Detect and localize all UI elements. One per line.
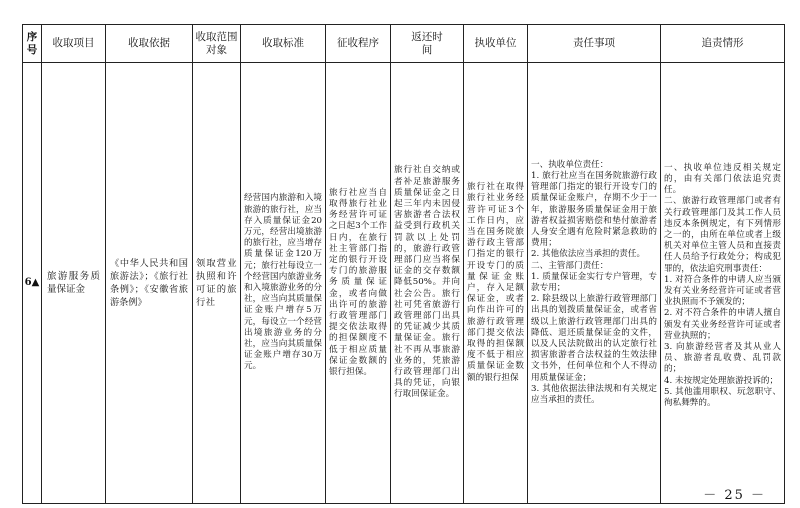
duty-text: 一、执收单位责任： 1. 旅行社应当在国务院旅游行政管理部门指定的银行开设专门的质量保证金账户，存期不少于一年，旅游服务质量保证金用于旅游者权益损害赔偿和垫付旅游者人身安全遇有危险时紧急救助的费用； 2. 其他依法应当承担的责任。 二、主管部门责任： 1. 质量保证金实行专户管理，专款专用； 2. 除县级以上旅游行政管理部门出具的划拨质量保证金，或者省级以上旅游行政管理部门出具的降低、退还质量保证金的文件，以及人民法院做出的认定旅行社损害旅游者合法权益的生效法律文书外，任何单位和个人不得动用质量保证金； 3. 其他依据法律法规和有关规定应当承担的责任。 [531,159,657,406]
accountability-text: 一、执收单位违反相关规定的，由有关部门依法追究责任。 二、旅游行政管理部门或者有关行政管理部门及其工作人员违反本条例规定，有下列情形之一的，由所在单位或者上级机关对单位主管人员和直接责任人员给予行政处分；构成犯罪的，依法追究刑事责任： 1. 对符合条件的申请人应当颁发有关业务经营许可证或者营业执照而不予颁发的； 2. 对不符合条件的申请人擅自颁发有关业务经营许可证或者营业执照的； 3. 向旅游经营者及其从业人员、旅游者乱收费、乱罚款的； 4. 未按规定处理旅游投诉的； 5. 其他滥用职权、玩忽职守、徇私舞弊的。 [664,162,781,409]
unit-text: 旅行社在取得旅行社业务经营许可证3个工作日内，应当在国务院旅游行政主管部门指定的银行开设专门的质量保证金账户，存入足额保证金，或者向作出许可的旅游行政管理部门提交依法取得的担保额度不低于相应质量保证金数额的银行担保 [467,182,524,383]
header-basis: 收取依据 [106,25,193,63]
header-duty: 责任事项 [528,25,661,63]
header-row [23,25,785,63]
cell-duty [528,63,661,504]
table-row [23,63,785,504]
header-procedure: 征收程序 [326,25,391,63]
header-accountability: 追责情形 [661,25,785,63]
cell-basis [106,63,193,504]
header-scope: 收取范围对象 [193,25,241,63]
cell-accountability [661,63,785,504]
header-item: 收取项目 [42,25,106,63]
header-unit: 执收单位 [464,25,528,63]
standard-text: 经营国内旅游和入境旅游的旅行社，应当存入质量保证金20万元，经营出境旅游的旅行社，应当增存质量保证金120万元；旅行社每设立一个经营国内旅游业务和入境旅游业务的分社，应当向其质量保证金账户增存5万元，每设立一个经营出境旅游业务的分社，应当向其质量保证金账户增存30万元。 [244,193,322,372]
cell-standard [241,63,326,504]
refund-time-text: 旅行社自交纳或者补足旅游服务质量保证金之日起三年内未因侵害旅游者合法权益受到行政机关罚款以上处罚的，旅游行政管理部门应当将保证金的交存数额降低50%。并向社会公告。旅行社可凭省旅游行政管理部门出具的凭证减少其质量保证金。旅行社不再从事旅游业务的，凭旅游行政管理部门出具的凭证，向银行取回保证金。 [394,165,460,400]
item-text: 旅游服务质量保证金 [47,271,100,295]
scope-text: 领取营业执照和许可证的旅行社 [196,258,237,308]
header-refund-time: 返还时间 [391,25,464,63]
page-number: － 25 － [703,488,766,503]
header-standard: 收取标准 [241,25,326,63]
header-seq: 序号 [23,25,42,63]
basis-text: 《中华人民共和国旅游法》；《旅行社条例》；《安徽省旅游条例》 [110,258,188,308]
cell-unit [464,63,528,504]
cell-seq: 6▲ [23,63,42,504]
cell-item [42,63,106,504]
fee-table [22,24,785,504]
procedure-text: 旅行社应当自取得旅行社业务经营许可证之日起3个工作日内，在旅行社主管部门指定的银行开设专门的旅游服务质量保证金，或者向做出许可的旅游行政管理部门提交依法取得的担保额度不低于相应质量保证金数额的银行担保。 [329,187,387,378]
cell-procedure [326,63,391,504]
cell-refund-time [391,63,464,504]
cell-scope [193,63,241,504]
